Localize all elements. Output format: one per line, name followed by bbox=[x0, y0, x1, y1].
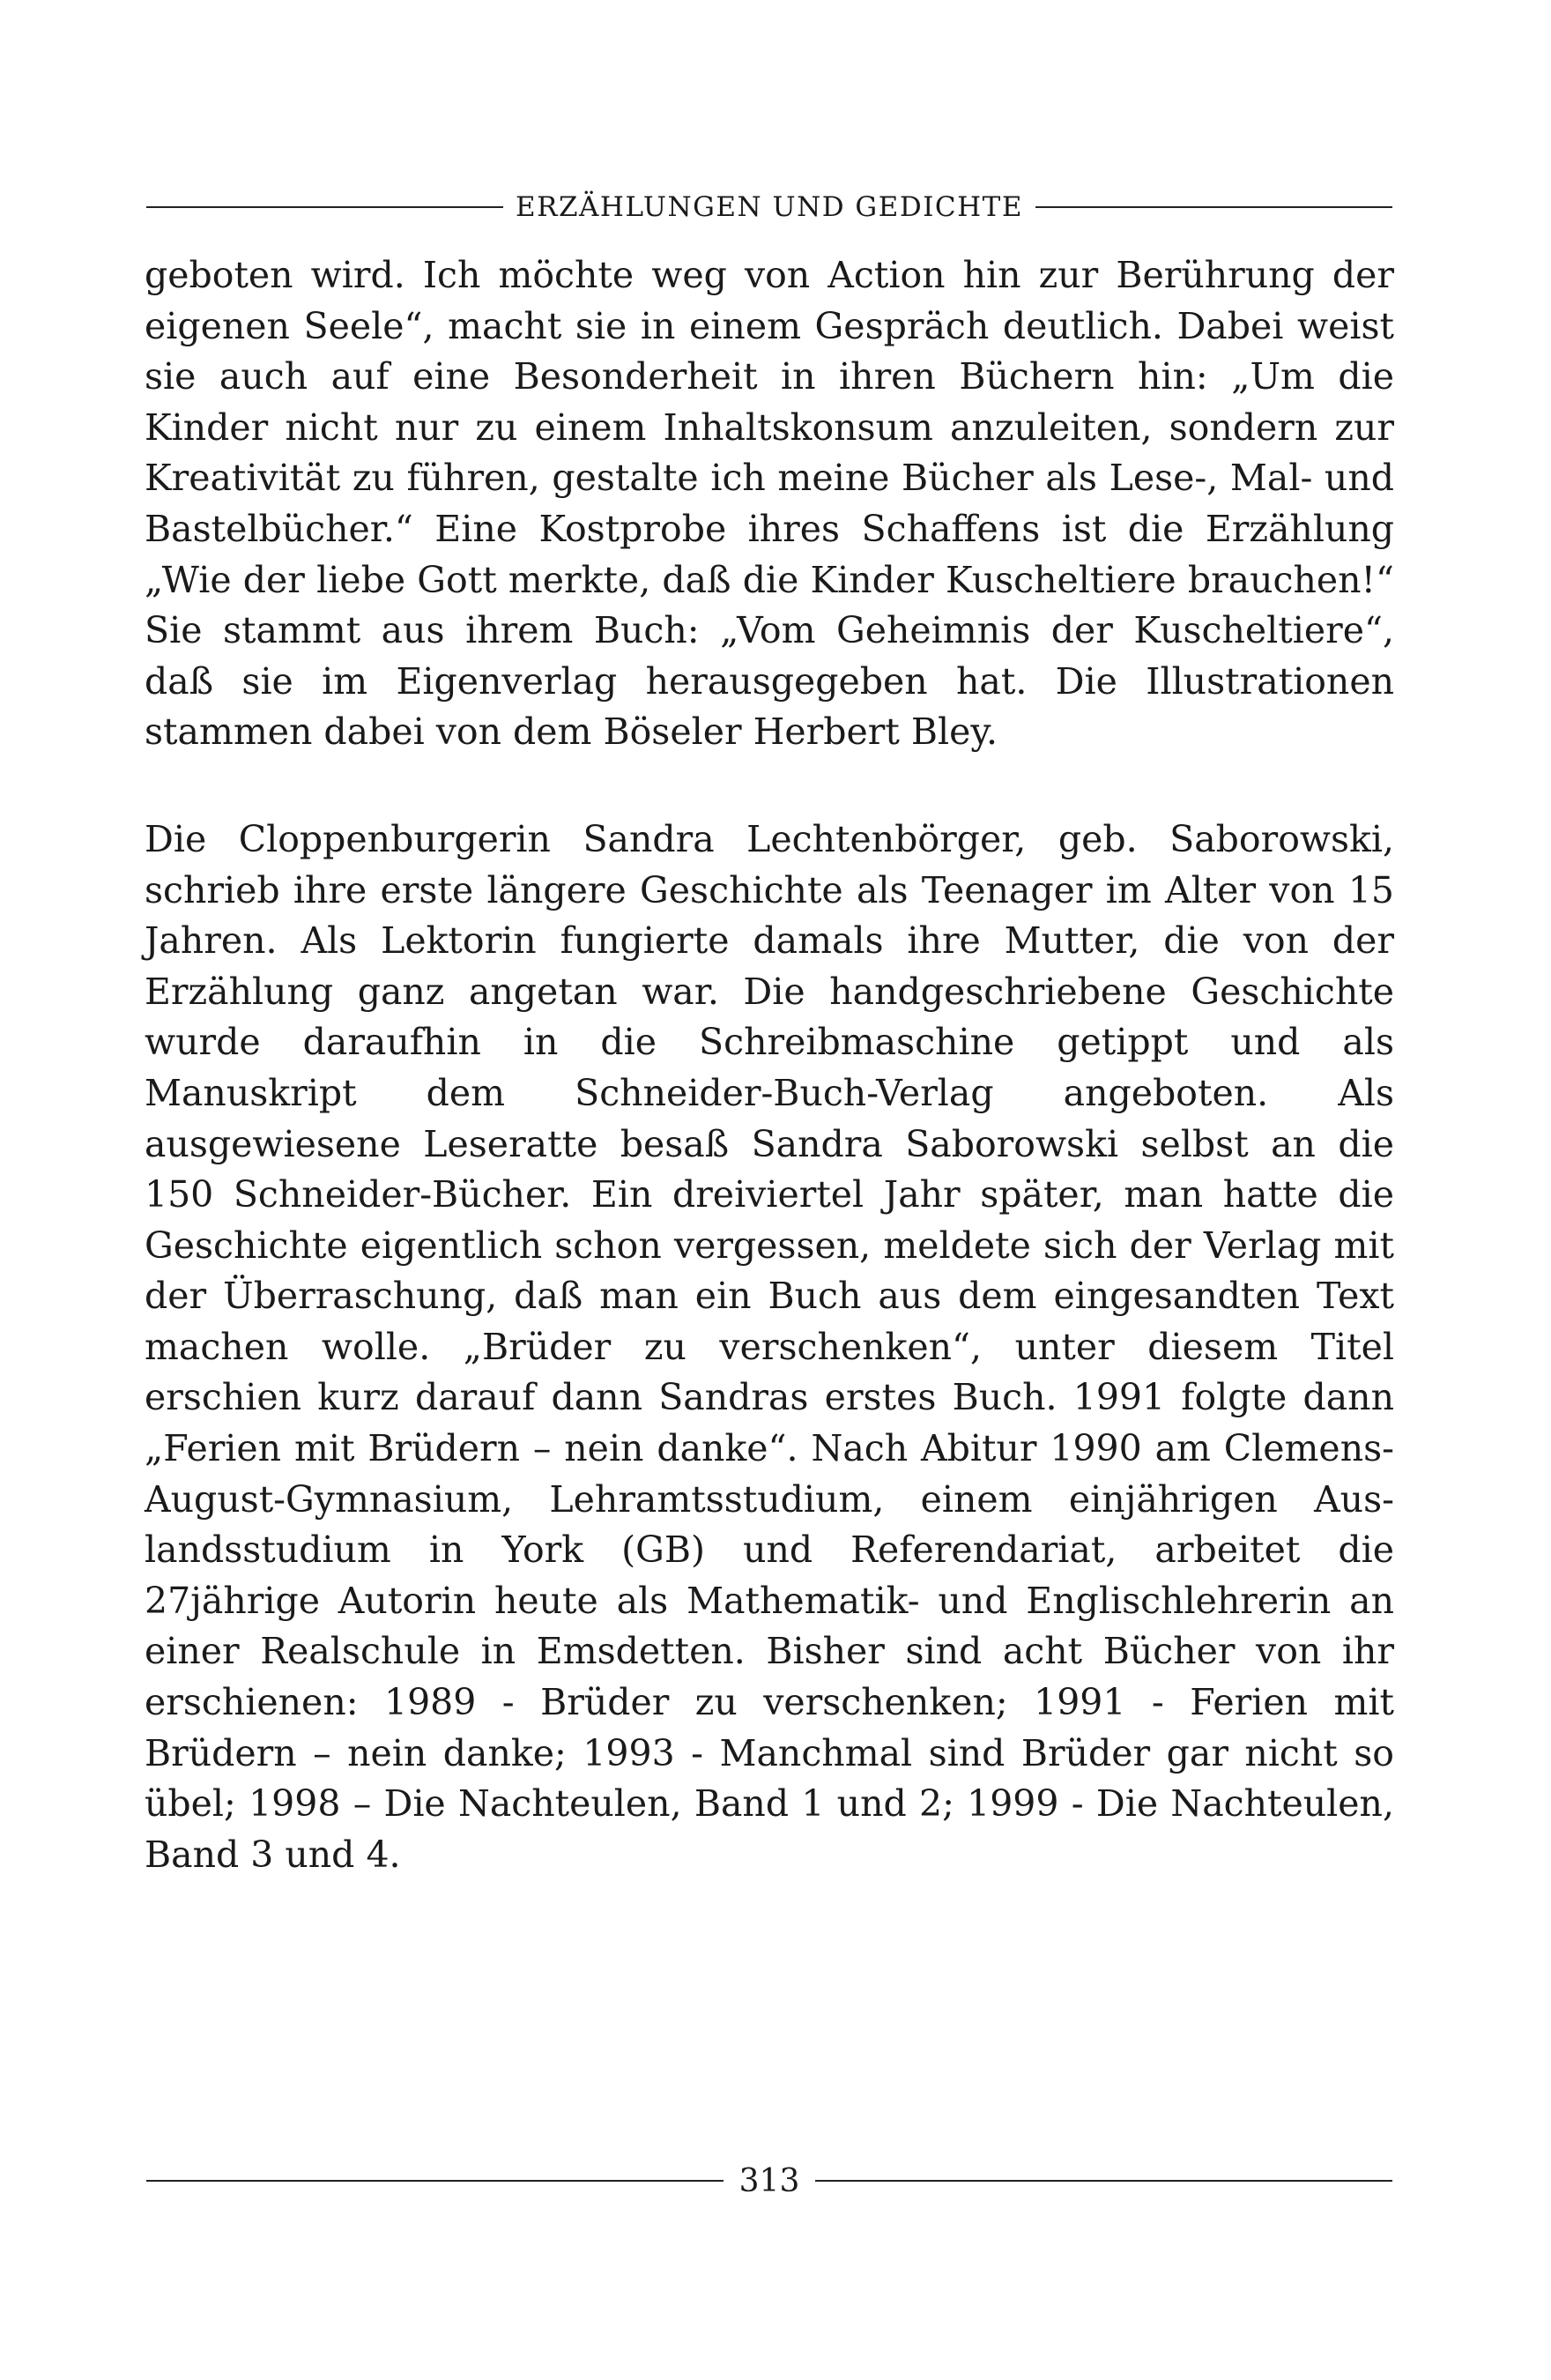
running-header bbox=[146, 185, 1392, 229]
paragraph: geboten wird. Ich möchte weg von Action hin zur Berührung der eigenen Seele“, macht sie in einem Gespräch deutlich. Dabei weist sie auch auf eine Besonderheit in ihren Büchern hin: „Um die Kinder nicht nur zu einem Inhaltskonsum anzuleiten, sondern zur Kreativität zu führen, gestalte ich meine Bücher als Lese-, Mal- und Bastelbücher.“ Eine Kostprobe ihres Schaffens ist die Erzählung „Wie der liebe Gott merkte, daß die Kinder Kuscheltiere brauchen!“ Sie stammt aus ihrem Buch: „Vom Geheimnis der Kuscheltiere“, daß sie im Eigenverlag herausgegeben hat. Die Illustrationen stammen dabei von dem Böseler Herbert Bley. bbox=[145, 254, 1394, 754]
footer-rule-left bbox=[146, 2180, 724, 2182]
header-rule-left bbox=[146, 206, 503, 208]
header-rule-right bbox=[1035, 206, 1392, 208]
page-footer bbox=[146, 2156, 1392, 2205]
paragraph: Die Cloppenburgerin Sandra Lechtenbörger, geb. Saborowski, schrieb ihre erste längere Geschichte als Teenager im Alter von 15 Jahren. Als Lektorin fungierte damals ihre Mutter, die von der Erzählung ganz angetan war. Die handgeschriebene Geschichte wurde daraufhin in die Schreibmaschine getippt und als Manuskript dem Schneider-Buch-Verlag angeboten. Als ausgewiesene Leseratte besaß Sandra Saborowski selbst an die 150 Schneider-Bücher. Ein dreiviertel Jahr später, man hatte die Geschichte eigentlich schon vergessen, meldete sich der Verlag mit der Überraschung, daß man ein Buch aus dem eingesandten Text machen wolle. „Brüder zu verschenken“, unter diesem Titel erschien kurz darauf dann Sandras erstes Buch. 1991 folgte dann „Ferien mit Brüdern – nein danke“. Nach Abitur 1990 am Clemens-August-Gymnasium, Lehramtsstudium, einem einjährigen Auslandsstudium in York (GB) und Referendariat, arbeitet die 27jährige Autorin heute als Mathematik- und Englischlehrerin an einer Realschule in Emsdetten. Bisher sind acht Bücher von ihr erschienen: 1989 - Brüder zu verschenken; 1991 - Ferien mit Brüdern – nein danke; 1993 - Manchmal sind Brüder gar nicht so übel; 1998 – Die Nachteulen, Band 1 und 2; 1999 - Die Nachteulen, Band 3 und 4. bbox=[145, 817, 1394, 1876]
running-title: ERZÄHLUNGEN UND GEDICHTE bbox=[516, 191, 1023, 223]
page-number: 313 bbox=[738, 2162, 800, 2199]
footer-rule-right bbox=[815, 2180, 1392, 2182]
body-text bbox=[145, 250, 1394, 1880]
